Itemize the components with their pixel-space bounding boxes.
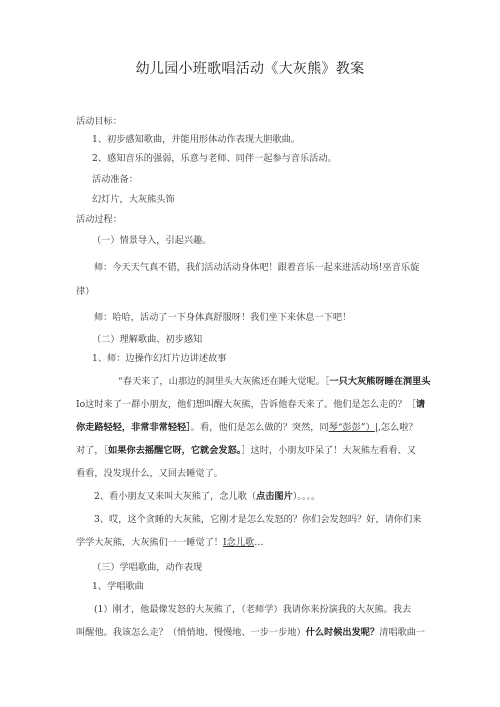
goal-item-2: 2、感知音乐的强弱，乐意与老师、同伴一起参与音乐活动。 [92,153,337,164]
section-2-item-2-bold: 点击图片 [256,491,293,502]
section-3-paragraph-1-line-2-tail: 清唱歌曲一 [379,627,426,638]
section-2-item-3-line-2-text: 学学大灰熊，大灰熊们一一睡觉了！ [76,537,223,548]
goal-item-1: 1、初步感知歌曲，并能用形体动作表现大胆歌曲。 [92,134,300,145]
prep-heading: 活动准备： [92,174,138,185]
section-2-item-3-line-2-tail: … [254,537,264,548]
section-1-paragraph-2: 师：哈哈，活动了一下身体真舒服呀！我们坐下来休息一下吧！ [94,312,352,323]
story-line-4-tail: ］这时，小朋友吓呆了！大灰熊左看看、又 [241,445,416,456]
section-2-item-1: 1、师：边操作幻灯片边讲述故事 [92,353,227,364]
goals-heading: 活动目标： [76,116,122,127]
section-3-paragraph-1-line-1: (1）刚才，他最像发怒的大灰熊了，（老师学）我请你来扮演我的大灰熊。我去 [94,604,412,615]
story-line-3 [76,422,418,434]
section-3-paragraph-1-line-2 [76,627,425,639]
section-2-item-3-line-1: 3、哎，这个贪睡的大灰熊，它刚才是怎么发怒的？你们会发怒吗？好，请你们来 [94,514,422,525]
section-2-item-3-line-2-underlined: I念儿歌 [223,537,255,548]
story-line-2 [76,399,425,411]
story-line-2-text: Io这时来了一群小朋友，他们想叫醒大灰熊，告诉他春天来了。他们是怎么走的？［ [76,399,416,410]
story-line-3-tail: |,怎么啦？ [374,422,418,433]
story-line-3-text: 。看，他们是怎么做的？突然，同 [190,422,329,433]
story-line-1 [118,376,430,388]
section-1-paragraph-1-line-2: 律） [76,286,95,297]
story-line-1-text: “春天来了，山那边的洞里头大灰熊还在睡大觉呢。［ [118,376,330,387]
section-2-item-2 [94,491,320,503]
section-2-item-3-line-2 [76,537,263,549]
story-line-3-bold: 你走路轻轻，非常非常轻轻］ [76,422,191,433]
story-line-4 [76,445,416,457]
section-3-heading: （三）学唱歌曲，动作表现 [92,562,203,573]
story-line-5: 看看，没发现什么，又回去睡觉了。 [76,468,223,479]
story-line-3-underlined: 琴“彭彭”） [328,422,375,433]
section-3-paragraph-1-line-2-bold: 什么时候出发呢？ [305,627,380,638]
story-line-4-bold: 如果你去摇醒它呀，它就会发怒。 [108,445,242,456]
section-3-paragraph-1-line-2-text: 叫醒他。我该怎么走？（悄悄地、慢慢地、一步一步地） [76,627,306,638]
story-line-1-bold: 一只大灰熊呀睡在洞里头 [329,376,431,387]
section-1-heading: （一）情景导入，引起兴趣。 [92,235,212,246]
story-line-2-bold: 请 [415,399,426,410]
story-line-4-text: 对了，［ [76,445,109,456]
prep-text: 幻灯片，大灰熊头饰 [92,194,175,205]
section-2-item-2-tail: ）。。。。 [292,491,321,502]
section-2-item-2-text: 2、看小朋友又来叫大灰熊了，念儿歌（ [94,491,257,502]
section-3-item-1: 1、学唱歌曲 [92,581,144,592]
section-1-paragraph-1-line-1: 师：今天天气真不错，我们活动活动身体吧！跟着音乐一起来进活动场!巫音乐旋 [94,262,420,273]
process-heading: 活动过程： [76,214,122,225]
section-2-heading: （二）理解歌曲、初步感知 [92,334,203,345]
document-title: 幼儿园小班歌唱活动《大灰熊》教案 [135,61,365,77]
